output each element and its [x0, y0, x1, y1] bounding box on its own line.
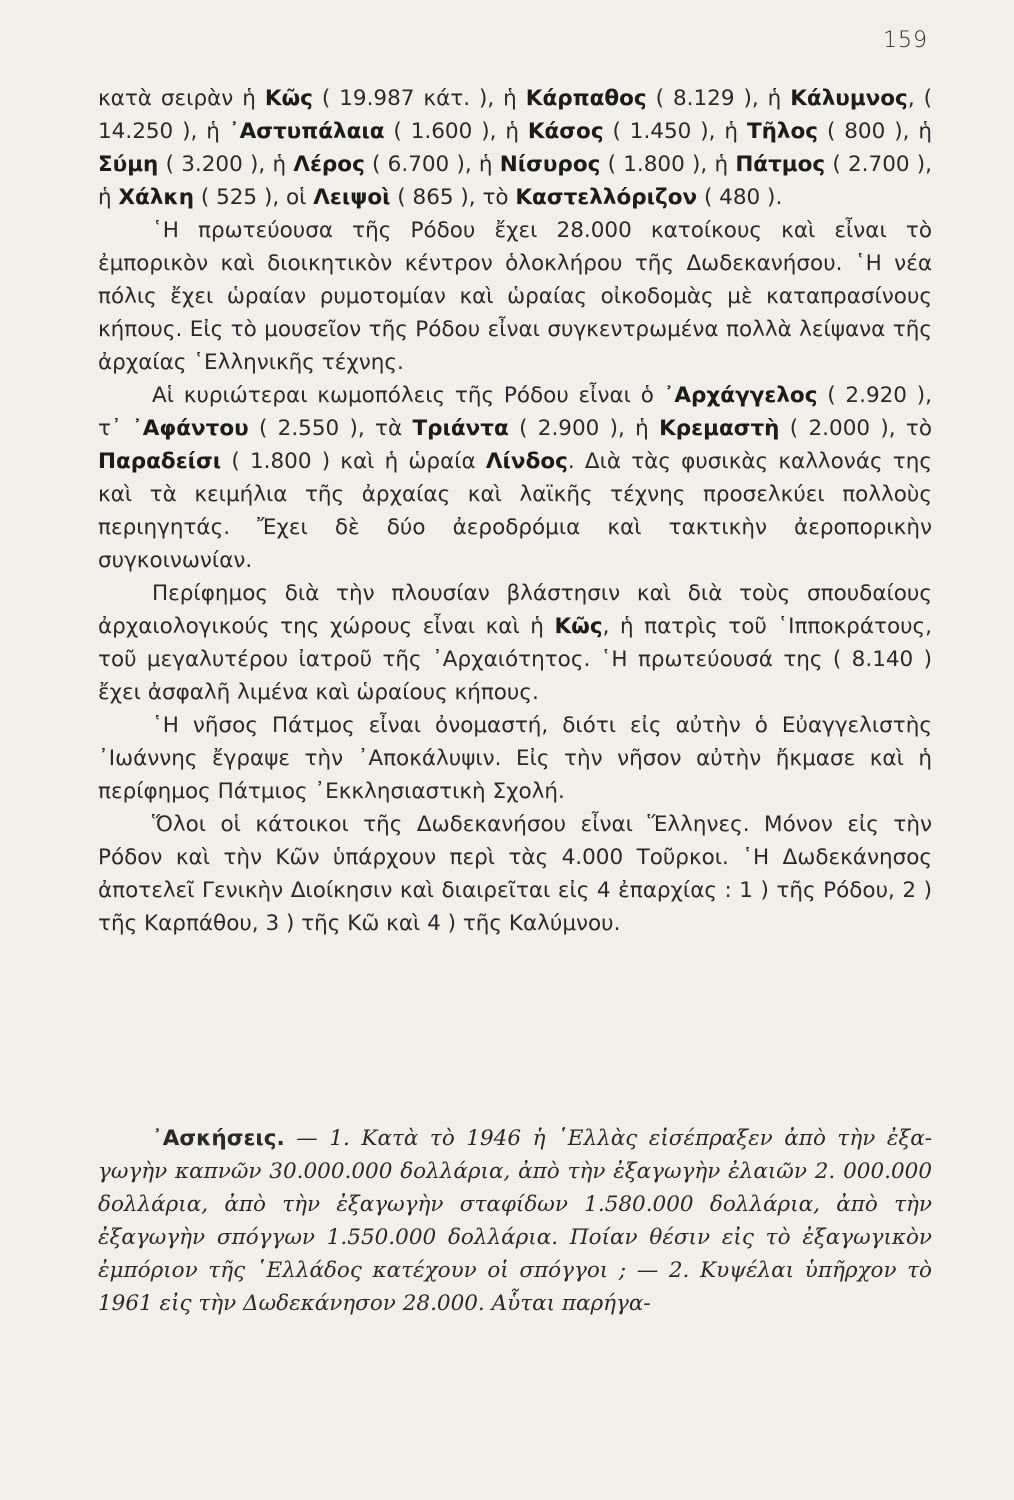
bold-place-name: Κῶς — [554, 614, 603, 639]
page-number: 159 — [883, 28, 928, 53]
text-run: ( 2.900 ), ἡ — [508, 416, 660, 441]
bold-place-name: Κῶς — [264, 86, 313, 111]
text-run: ( 480 ). — [697, 185, 783, 210]
bold-place-name: Λίνδος — [485, 449, 568, 474]
text-run: ( 1.450 ), ἡ — [603, 119, 747, 144]
bold-place-name: Λειψοὶ — [313, 185, 391, 210]
paragraph-1 — [98, 82, 932, 214]
text-run: ( 19.987 κάτ. ), ἡ — [312, 86, 526, 111]
text-run: ( 2.000 ), τὸ — [779, 416, 932, 441]
text-run: κατὰ σειρὰν ἡ — [98, 86, 265, 111]
bold-place-name: Λέρος — [293, 152, 365, 177]
bold-place-name: ᾿Αρχάγγελος — [663, 383, 818, 408]
text-run: ( 525 ), οἱ — [194, 185, 314, 210]
paragraph-4 — [98, 577, 932, 709]
bold-place-name: Νίσυρος — [499, 152, 601, 177]
main-text — [98, 82, 932, 940]
bold-place-name: Πάτμος — [735, 152, 826, 177]
text-run: . Διὰ τὰς φυσικὰς καλλονάς της καὶ τὰ κειμήλια τῆς ἀρχαίας καὶ λαϊκῆς τέχνης προσελκύει πολλοὺς περιηγητάς. Ἔχει δὲ δύο ἀεροδρόμια καὶ τακτικὴν ἀεροπορικὴν συγκοινωνίαν. — [98, 449, 932, 573]
exercises-section — [98, 1122, 932, 1320]
paragraph-5 — [98, 709, 932, 808]
text-run: Αἱ κυριώτεραι κωμοπόλεις τῆς Ρόδου εἶναι ὁ — [152, 383, 664, 408]
text-run: ( 3.200 ), ἡ — [158, 152, 294, 177]
text-run: , ἡ πατρὶς τοῦ ῾Ιπποκράτους, τοῦ μεγαλυτέρου ἰατροῦ τῆς ᾿Αρχαιότητος. ῾Η πρωτεύουσά της ( 8.140 ) ἔχει ἀσφαλῆ λιμένα καὶ ὡραίους κήπους. — [98, 614, 932, 705]
text-run: ( 2.550 ), τὰ — [248, 416, 413, 441]
exercises-heading: ᾿Ασκήσεις. — [152, 1126, 285, 1151]
bold-place-name: Κάρπαθος — [525, 86, 647, 111]
bold-place-name: Παραδείσι — [98, 449, 222, 474]
paragraph-3 — [98, 379, 932, 577]
bold-place-name: Κάσος — [527, 119, 604, 144]
text-run: ( 865 ), τὸ — [390, 185, 516, 210]
text-run: ( 6.700 ), ἡ — [364, 152, 500, 177]
text-run: ( 800 ), ἡ — [818, 119, 932, 144]
bold-place-name: ᾿Αφάντου — [132, 416, 249, 441]
bold-place-name: Τριάντα — [412, 416, 509, 441]
bold-place-name: Σύμη — [98, 152, 159, 177]
bold-place-name: Χάλκη — [118, 185, 195, 210]
bold-place-name: Τῆλος — [746, 119, 819, 144]
text-run: ( 1.600 ), ἡ — [384, 119, 528, 144]
text-run: Ὅλοι οἱ κάτοικοι τῆς Δωδεκανήσου εἶναι Ἕλληνες. Μόνον εἰς τὴν Ρόδον καὶ τὴν Κῶν ὑπάρχουν περὶ τὰς 4.000 Τοῦρκοι. ῾Η Δωδεκάνησος ἀποτελεῖ Γενικὴν Διοίκησιν καὶ διαιρεῖται εἰς 4 ἐπαρχίας : 1 ) τῆς Ρόδου, 2 ) τῆς Καρπάθου, 3 ) τῆς Κῶ καὶ 4 ) τῆς Καλύμνου. — [98, 812, 932, 936]
paragraph-6 — [98, 808, 932, 940]
bold-place-name: ᾿Αστυπάλαια — [228, 119, 385, 144]
exercises-text: — 1. Κατὰ τὸ 1946 ἡ ῾Ελλὰς εἰσέπραξεν ἀπὸ τὴν ἐξαγωγὴν καπνῶν 30.000.000 δολλάρια, ἀπὸ τὴν ἐξαγωγὴν ἐλαιῶν 2. 000.000 δολλάρια, ἀπὸ τὴν ἐξαγωγὴν σταφίδων 1.580.000 δολλάρια, ἀπὸ τὴν ἐξαγωγὴν σπόγγων 1.550.000 δολλάρια. Ποίαν θέσιν εἰς τὸ ἐξαγωγικὸν ἐμπόριον τῆς ῾Ελλάδος κατέχουν οἱ σπόγγοι ; — 2. Κυψέλαι ὑπῆρχον τὸ 1961 εἰς τὴν Δωδεκάνησον 28.000. Αὗται παρήγα- — [98, 1126, 932, 1316]
text-run: , ( 14.250 ), ἡ — [98, 86, 932, 144]
paragraph-2 — [98, 214, 932, 379]
text-run: ( 1.800 ), ἡ — [600, 152, 736, 177]
bold-place-name: Κρεμαστὴ — [659, 416, 780, 441]
bold-place-name: Καστελλόριζον — [515, 185, 698, 210]
text-run: Περίφημος διὰ τὴν πλουσίαν βλάστησιν καὶ διὰ τοὺς σπουδαίους ἀρχαιολογικούς της χώρους εἶναι καὶ ἡ — [98, 581, 932, 639]
text-run: ( 1.800 ) καὶ ἡ ὡραία — [221, 449, 486, 474]
text-run: ( 2.920 ), τ᾿ — [98, 383, 932, 441]
text-run: ῾Η πρωτεύουσα τῆς Ρόδου ἔχει 28.000 κατοίκους καὶ εἶναι τὸ ἐμπορικὸν καὶ διοικητικὸν κέντρον ὁλοκλήρου τῆς Δωδεκανήσου. ῾Η νέα πόλις ἔχει ὡραίαν ρυμοτομίαν καὶ ὡραίας οἰκοδομὰς μὲ καταπρασίνους κήπους. Εἰς τὸ μουσεῖον τῆς Ρόδου εἶναι συγκεντρωμένα πολλὰ λείψανα τῆς ἀρχαίας ῾Ελληνικῆς τέχνης. — [98, 218, 932, 375]
text-run: ῾Η νῆσος Πάτμος εἶναι ὀνομαστή, διότι εἰς αὐτὴν ὁ Εὐαγγελιστὴς ᾿Ιωάννης ἔγραψε τὴν ᾿Αποκάλυψιν. Εἰς τὴν νῆσον αὐτὴν ἤκμασε καὶ ἡ περίφημος Πάτμιος ᾿Εκκλησιαστικὴ Σχολή. — [98, 713, 932, 804]
text-run: ( 8.129 ), ἡ — [646, 86, 791, 111]
text-run: ( 2.700 ), ἡ — [98, 152, 933, 210]
bold-place-name: Κάλυμνος — [790, 86, 908, 111]
